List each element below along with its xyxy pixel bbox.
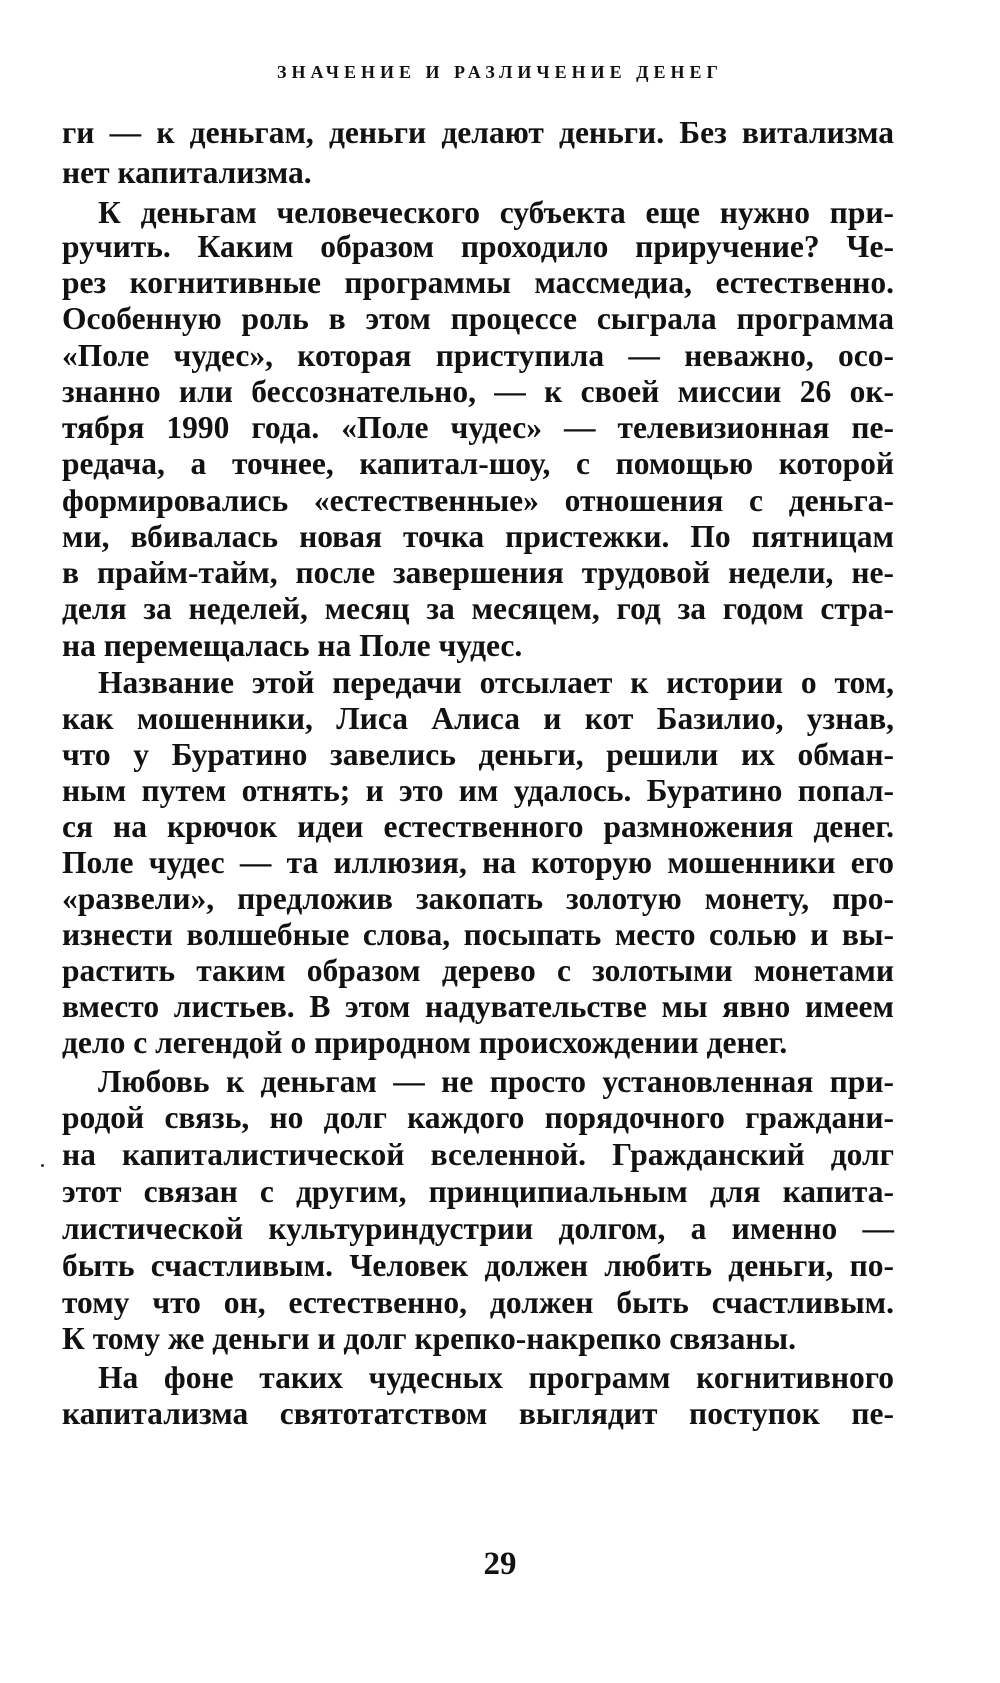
text-line: «Поле чудес», которая приступила — неважно, осо- (62, 338, 894, 373)
page-number: 29 (483, 1546, 517, 1582)
running-head: ЗНАЧЕНИЕ И РАЗЛИЧЕНИЕ ДЕНЕГ (277, 62, 723, 82)
text-line: ручить. Каким образом проходило приручение? Че- (62, 229, 894, 264)
text-line: этот связан с другим, принципиальным для капита- (62, 1174, 894, 1209)
text-line: формировались «естественные» отношения с деньга- (62, 483, 894, 518)
text-line: тому что он, естественно, должен быть счастливым. (62, 1285, 894, 1320)
text-line: ся на крючок идеи естественного размножения денег. (62, 809, 894, 844)
text-line: капитализма святотатством выглядит поступок пе- (62, 1396, 894, 1431)
text-line: рез когнитивные программы массмедиа, естественно. (62, 265, 894, 300)
text-line: на капиталистической вселенной. Гражданский долг (62, 1137, 894, 1172)
text-line: К тому же деньги и долг крепко-накрепко связаны. (62, 1321, 796, 1356)
text-line: «развели», предложив закопать золотую монету, про- (62, 881, 894, 916)
text-line: нет капитализма. (62, 155, 312, 190)
margin-mark (41, 1164, 44, 1167)
text-line: Любовь к деньгам — не просто установленная при- (98, 1064, 894, 1099)
text-line: родой связь, но долг каждого порядочного граждани- (62, 1100, 894, 1135)
text-line: редача, а точнее, капитал-шоу, с помощью которой (62, 446, 894, 481)
text-line: в прайм-тайм, после завершения трудовой недели, не- (62, 555, 894, 590)
text-line: дело с легендой о природном происхождении денег. (62, 1025, 788, 1060)
text-line: Поле чудес — та иллюзия, на которую мошенники его (62, 845, 894, 880)
text-line: быть счастливым. Человек должен любить деньги, по- (62, 1248, 894, 1283)
text-line: На фоне таких чудесных программ когнитивного (98, 1360, 894, 1395)
text-line: деля за неделей, месяц за месяцем, год за годом стра- (62, 591, 894, 626)
text-line: растить таким образом дерево с золотыми монетами (62, 953, 894, 988)
text-line: изнести волшебные слова, посыпать место солью и вы- (62, 917, 894, 952)
text-line: на перемещалась на Поле чудес. (62, 628, 523, 663)
text-line: вместо листьев. В этом надувательстве мы явно имеем (62, 989, 894, 1024)
text-line: листической культуриндустрии долгом, а именно — (62, 1211, 894, 1246)
text-line: ным путем отнять; и это им удалось. Буратино попал- (62, 773, 894, 808)
text-line: Название этой передачи отсылает к истории о том, (98, 665, 894, 700)
text-line: ги — к деньгам, деньги делают деньги. Без витализма (62, 115, 894, 150)
text-line: тября 1990 года. «Поле чудес» — телевизионная пе- (62, 410, 894, 445)
text-line: Особенную роль в этом процессе сыграла программа (62, 301, 894, 336)
text-line: что у Буратино завелись деньги, решили их обман- (62, 737, 894, 772)
text-line: К деньгам человеческого субъекта еще нужно при- (98, 195, 894, 230)
text-line: как мошенники, Лиса Алиса и кот Базилио, узнав, (62, 701, 894, 736)
text-line: ми, вбивалась новая точка пристежки. По пятницам (62, 519, 894, 554)
text-line: знанно или бессознательно, — к своей миссии 26 ок- (62, 374, 894, 409)
